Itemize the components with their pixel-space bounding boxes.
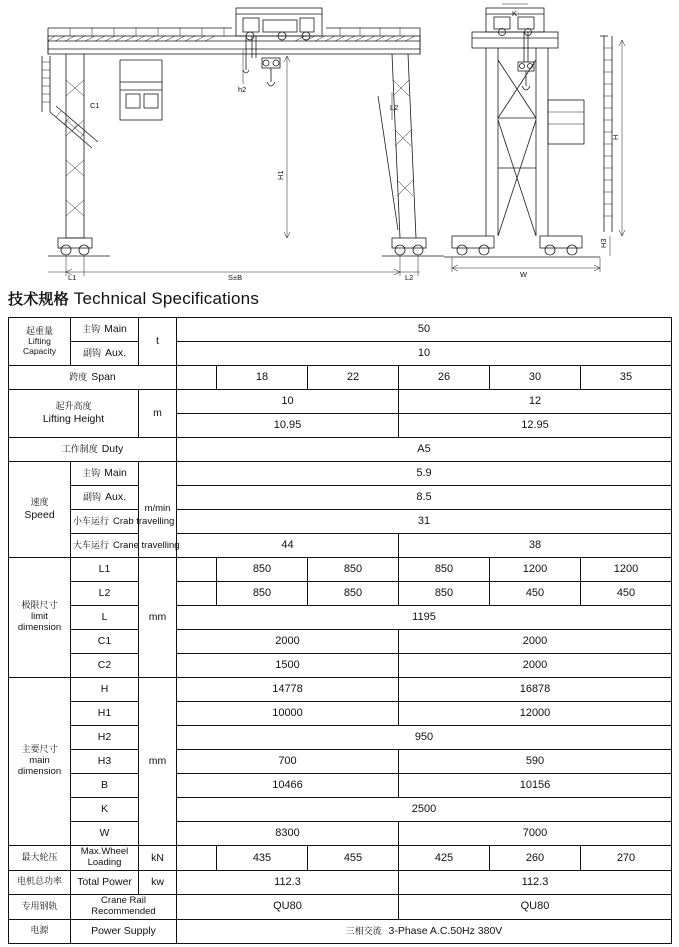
row-label-lifting-capacity [9, 318, 71, 366]
section-heading [0, 282, 679, 317]
drawing-label-k: K [512, 9, 518, 18]
value-c1-2: 2000 [399, 630, 672, 654]
row-label-lifting-capacity-cn: 起重量 [25, 326, 53, 337]
unit-max-wheel-loading: kN [139, 846, 177, 871]
value-speed-aux: 8.5 [177, 486, 672, 510]
value-speed-main: 5.9 [177, 462, 672, 486]
unit-main-dimension: mm [139, 678, 177, 846]
value-h1-2: 12000 [399, 702, 672, 726]
table-row [9, 606, 672, 630]
row-sublabel-h3: H3 [71, 750, 139, 774]
table-row [9, 438, 672, 462]
value-duty: A5 [177, 438, 672, 462]
row-label-duty: 工作制度 Duty [9, 438, 177, 462]
table-row [9, 462, 672, 486]
value-c2-2: 2000 [399, 654, 672, 678]
row-sublabel-l2: L2 [71, 582, 139, 606]
value-l2-4: 450 [490, 582, 581, 606]
value-w-1: 8300 [177, 822, 399, 846]
row-sublabel-speed-crane: 大车运行 Crane travelling [71, 534, 139, 558]
table-row [9, 774, 672, 798]
table-row [9, 822, 672, 846]
value-l2-1: 850 [217, 582, 308, 606]
row-sublabel-speed-aux: 副钩 Aux. [71, 486, 139, 510]
row-sublabel-l1: L1 [71, 558, 139, 582]
value-wheel-1: 435 [217, 846, 308, 871]
unit-limit-dimension: mm [139, 558, 177, 678]
value-h2: 950 [177, 726, 672, 750]
value-wheel-2: 455 [308, 846, 399, 871]
row-label-total-power-cn: 电机总功率 [9, 870, 71, 894]
row-label-speed: 速度 Speed [9, 462, 71, 558]
value-span-1: 18 [217, 366, 308, 390]
unit-lifting-capacity: t [139, 318, 177, 366]
row-sublabel-k: K [71, 798, 139, 822]
value-speed-crab: 31 [177, 510, 672, 534]
table-row [9, 846, 672, 871]
value-l1-3: 850 [399, 558, 490, 582]
value-power-supply-en: 3-Phase A.C.50Hz 380V [388, 924, 503, 937]
table-row [9, 654, 672, 678]
drawing-label-l1: L1 [68, 273, 77, 282]
drawing-label-c1: C1 [90, 101, 100, 110]
table-row [9, 390, 672, 414]
table-row [9, 726, 672, 750]
value-c1-1: 2000 [177, 630, 399, 654]
value-l1-5: 1200 [581, 558, 672, 582]
value-lifting-height-b1: 10.95 [177, 414, 399, 438]
value-speed-crane-1: 44 [177, 534, 399, 558]
value-span-2: 22 [308, 366, 399, 390]
row-sublabel-main: 主钩 Main [71, 318, 139, 342]
row-sublabel-h2: H2 [71, 726, 139, 750]
drawing-label-h: H [611, 134, 620, 140]
value-h3-1: 700 [177, 750, 399, 774]
drawing-label-h1: H1 [276, 170, 285, 180]
value-l1-4: 1200 [490, 558, 581, 582]
row-sublabel-w: W [71, 822, 139, 846]
table-row [9, 894, 672, 919]
value-span-5: 35 [581, 366, 672, 390]
unit-speed: m/min [139, 462, 177, 558]
value-l2-3: 850 [399, 582, 490, 606]
row-sublabel-c2: C2 [71, 654, 139, 678]
table-row [9, 582, 672, 606]
value-lifting-height-a1: 10 [177, 390, 399, 414]
drawing-label-h3: H3 [599, 238, 608, 248]
section-heading-cn: 技术规格 [8, 290, 69, 308]
value-total-power-2: 112.3 [399, 870, 672, 894]
table-row [9, 678, 672, 702]
value-crane-rail-1: QU80 [177, 894, 399, 919]
row-label-span: 跨度 Span [9, 366, 177, 390]
value-wheel-5: 270 [581, 846, 672, 871]
drawing-label-w: W [520, 270, 528, 279]
unit-lifting-height: m [139, 390, 177, 438]
table-row [9, 702, 672, 726]
row-sublabel-h: H [71, 678, 139, 702]
value-l1-1: 850 [217, 558, 308, 582]
table-row [9, 342, 672, 366]
value-speed-crane-2: 38 [399, 534, 672, 558]
value-total-power-1: 112.3 [177, 870, 399, 894]
row-sublabel-speed-main: 主钩 Main [71, 462, 139, 486]
table-row [9, 318, 672, 342]
row-sublabel-speed-crab: 小车运行 Crab travelling [71, 510, 139, 534]
drawing-label-l2: L2 [405, 273, 414, 282]
table-row [9, 750, 672, 774]
row-sublabel-aux: 副钩 Aux. [71, 342, 139, 366]
row-sublabel-l: L [71, 606, 139, 630]
value-h3-2: 590 [399, 750, 672, 774]
value-b-1: 10466 [177, 774, 399, 798]
row-label-max-wheel-loading-cn: 最大轮压 [9, 846, 71, 871]
row-sublabel-c1: C1 [71, 630, 139, 654]
row-label-limit-dimension: 极限尺寸 limit dimension [9, 558, 71, 678]
row-label-lifting-capacity-en: Lifting Capacity [22, 335, 57, 356]
value-b-2: 10156 [399, 774, 672, 798]
drawing-label-sb: S±B [228, 273, 243, 282]
row-label-crane-rail-cn: 专用钢轨 [9, 894, 71, 919]
table-row [9, 486, 672, 510]
section-heading-en: Technical Specifications [73, 289, 260, 308]
drawing-label-l2d: L2 [390, 103, 399, 112]
spec-table-wrap [0, 317, 679, 944]
value-l: 1195 [177, 606, 672, 630]
technical-specifications-table [8, 317, 672, 944]
value-c2-1: 1500 [177, 654, 399, 678]
value-l2-2: 850 [308, 582, 399, 606]
row-label-power-supply-cn: 电源 [9, 919, 71, 943]
row-label-crane-rail-en: Crane Rail Recommended [71, 894, 177, 919]
value-w-2: 7000 [399, 822, 672, 846]
value-lifting-capacity-main: 50 [177, 318, 672, 342]
value-l2-5: 450 [581, 582, 672, 606]
row-label-max-wheel-loading-en: Max.Wheel Loading [71, 846, 139, 871]
table-row [9, 919, 672, 943]
table-row [9, 798, 672, 822]
value-h-2: 16878 [399, 678, 672, 702]
value-lifting-capacity-aux: 10 [177, 342, 672, 366]
value-k: 2500 [177, 798, 672, 822]
value-h-1: 14778 [177, 678, 399, 702]
unit-total-power: kw [139, 870, 177, 894]
table-row [9, 558, 672, 582]
row-label-lifting-height: 起升高度 Lifting Height [9, 390, 139, 438]
crane-technical-drawing [0, 0, 679, 282]
table-row [9, 366, 672, 390]
table-row [9, 510, 672, 534]
table-row [9, 870, 672, 894]
value-l1-2: 850 [308, 558, 399, 582]
row-label-total-power-en: Total Power [71, 870, 139, 894]
row-label-main-dimension: 主要尺寸 main dimension [9, 678, 71, 846]
value-h1-1: 10000 [177, 702, 399, 726]
value-span-4: 30 [490, 366, 581, 390]
table-row [9, 630, 672, 654]
row-sublabel-h1: H1 [71, 702, 139, 726]
value-wheel-3: 425 [399, 846, 490, 871]
row-label-power-supply-en: Power Supply [71, 919, 177, 943]
value-power-supply-cn: 三相交流 [345, 926, 382, 937]
value-span-3: 26 [399, 366, 490, 390]
value-lifting-height-b2: 12.95 [399, 414, 672, 438]
value-lifting-height-a2: 12 [399, 390, 672, 414]
row-sublabel-b: B [71, 774, 139, 798]
value-power-supply [177, 919, 672, 943]
table-row [9, 534, 672, 558]
value-wheel-4: 260 [490, 846, 581, 871]
drawing-label-h2: h2 [238, 85, 247, 94]
value-crane-rail-2: QU80 [399, 894, 672, 919]
